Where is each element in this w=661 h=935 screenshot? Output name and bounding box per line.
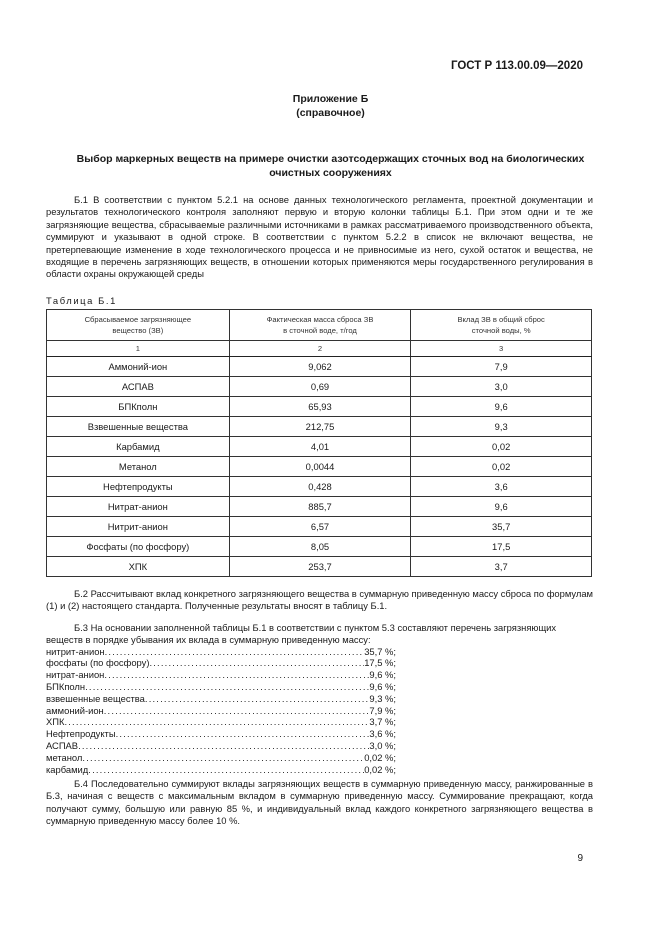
ranking-list: [46, 646, 593, 776]
substance-cell: Фосфаты (по фосфору): [47, 537, 230, 557]
substance-cell: АСПАВ: [47, 377, 230, 397]
substance-cell: Метанол: [47, 457, 230, 477]
list-item-value: 17,5 %;: [364, 657, 396, 669]
dot-leader: [82, 752, 364, 764]
list-item-name: фосфаты (по фосфору): [46, 657, 150, 669]
list-item-value: 9,3 %;: [369, 692, 396, 704]
paragraph-b3-line1: Б.3 На основании заполненной таблицы Б.1 в соответствии с пунктом 5.3 составляют перечень загрязняющих: [74, 622, 557, 633]
mass-cell: 4,01: [229, 437, 411, 457]
list-item: [46, 669, 396, 681]
list-item-value: 3,0 %;: [369, 739, 396, 751]
mass-cell: 6,57: [229, 517, 411, 537]
table-row: [47, 517, 592, 537]
ranking-section: [46, 622, 593, 775]
mass-cell: 0,69: [229, 377, 411, 397]
column-number: 1: [47, 341, 230, 357]
list-item-name: АСПАВ: [46, 739, 79, 751]
list-item-value: 9,6 %;: [369, 669, 396, 681]
dot-leader: [85, 681, 369, 693]
list-item: [46, 705, 396, 717]
column-number: 3: [411, 341, 592, 357]
table-row: [47, 457, 592, 477]
list-item-name: БПКполн: [46, 680, 86, 692]
dot-leader: [145, 693, 370, 705]
dot-leader: [105, 646, 365, 658]
paragraph-b3-line2: веществ в порядке убывания их вклада в суммарную приведенную массу:: [46, 633, 371, 645]
list-item: [46, 740, 396, 752]
list-item-name: нитрит-анион: [46, 645, 105, 657]
table-header-row: [47, 310, 592, 341]
mass-cell: 65,93: [229, 397, 411, 417]
section-title: Выбор маркерных веществ на примере очистки азотсодержащих сточных вод на биологических очистных сооружениях: [76, 153, 585, 179]
list-item-name: аммоний-ион: [46, 704, 104, 716]
share-cell: 7,9: [411, 357, 592, 377]
list-item-name: взвешенные вещества: [46, 692, 145, 704]
list-item-value: 0,02 %;: [364, 751, 396, 763]
table-row: [47, 497, 592, 517]
share-cell: 3,0: [411, 377, 592, 397]
list-item-value: 35,7 %;: [364, 645, 396, 657]
paragraph-b2: Б.2 Рассчитывают вклад конкретного загрязняющего вещества в суммарную приведенную массу сброса по формулам (1) и (2) настоящего стандарта. Полученные результаты вносят в таблицу Б.1.: [46, 588, 593, 612]
standard-code: ГОСТ Р 113.00.09—2020: [450, 60, 583, 72]
mass-cell: 253,7: [229, 557, 411, 577]
mass-cell: 212,75: [229, 417, 411, 437]
share-cell: 17,5: [411, 537, 592, 557]
share-cell: 0,02: [411, 457, 592, 477]
share-cell: 3,7: [411, 557, 592, 577]
list-item: [46, 646, 396, 658]
list-item-value: 3,7 %;: [369, 716, 396, 728]
substance-cell: Карбамид: [47, 437, 230, 457]
list-item-name: нитрат-анион: [46, 669, 105, 681]
table-header-cell: Вклад ЗВ в общий сброс сточной воды, %: [411, 310, 592, 341]
mass-cell: 8,05: [229, 537, 411, 557]
share-cell: 9,3: [411, 417, 592, 437]
mass-cell: 9,062: [229, 357, 411, 377]
list-item-name: ХПК: [46, 716, 65, 728]
list-item: [46, 764, 396, 776]
list-item-name: метанол: [46, 751, 83, 763]
list-item-value: 0,02 %;: [364, 763, 396, 775]
list-item: [46, 693, 396, 705]
dot-leader: [116, 728, 370, 740]
table-row: [47, 437, 592, 457]
substance-cell: Нитрат-анион: [47, 497, 230, 517]
substance-cell: Взвешенные вещества: [47, 417, 230, 437]
list-item-name: Нефтепродукты: [46, 728, 116, 740]
table-column-numbers: [47, 341, 592, 357]
table-row: [47, 417, 592, 437]
substance-cell: Нитрит-анион: [47, 517, 230, 537]
paragraph-b4: Б.4 Последовательно суммируют вклады загрязняющих веществ в суммарную приведенную массу, ранжированные в Б.3, начиная с веществ с максимальным вкладом в суммарную приведенную массу. Суммирование прекращают, когда получают сумму, большую или равную 85 %, и индивидуальный вклад каждого конкретного загрязняющего вещества в суммарную приведенную массу более 10 %.: [46, 778, 593, 827]
table-caption: Таблица Б.1: [46, 295, 117, 306]
mass-cell: 0,0044: [229, 457, 411, 477]
table-row: [47, 477, 592, 497]
dot-leader: [64, 716, 369, 728]
dot-leader: [88, 764, 364, 776]
dot-leader: [78, 740, 369, 752]
list-item-value: 3,6 %;: [369, 728, 396, 740]
column-number: 2: [229, 341, 411, 357]
data-table: [46, 309, 592, 577]
substance-cell: Аммоний-ион: [47, 357, 230, 377]
dot-leader: [104, 669, 369, 681]
table-row: [47, 357, 592, 377]
substance-cell: БПКполн: [47, 397, 230, 417]
share-cell: 0,02: [411, 437, 592, 457]
share-cell: 9,6: [411, 497, 592, 517]
list-item: [46, 681, 396, 693]
appendix-subtitle: (справочное): [296, 107, 365, 119]
page-number: 9: [577, 853, 583, 864]
list-item: [46, 728, 396, 740]
list-item: [46, 752, 396, 764]
dot-leader: [104, 705, 370, 717]
substance-cell: ХПК: [47, 557, 230, 577]
list-item: [46, 716, 396, 728]
list-item-value: 9,6 %;: [369, 680, 396, 692]
table-row: [47, 537, 592, 557]
list-item-name: карбамид: [46, 763, 89, 775]
dot-leader: [149, 657, 364, 669]
table-row: [47, 397, 592, 417]
table-header-cell: Фактическая масса сброса ЗВ в сточной воде, т/год: [229, 310, 411, 341]
paragraph-b1: Б.1 В соответствии с пунктом 5.2.1 на основе данных технологического регламента, проектной документации и результатов технологического контроля заполняют первую и вторую колонки таблицы Б.1. При этом одни и те же загрязняющие вещества, сбрасываемые различными источниками в рамках рассматриваемого производственного объекта, суммируют и указывают в одной строке. В соответствии с пунктом 5.2.2 в список не включают вещества, не претерпевающие изменение в ходе технологического процесса и не привносимые из него, сухой остаток и вещества, не входящие в перечень загрязняющих веществ, в отношении которых применяются меры государственного регулирования в области охраны окружающей среды: [46, 194, 593, 280]
appendix-title: Приложение Б: [292, 93, 369, 105]
substance-cell: Нефтепродукты: [47, 477, 230, 497]
share-cell: 9,6: [411, 397, 592, 417]
mass-cell: 885,7: [229, 497, 411, 517]
table-row: [47, 557, 592, 577]
list-item-value: 7,9 %;: [369, 704, 396, 716]
mass-cell: 0,428: [229, 477, 411, 497]
share-cell: 3,6: [411, 477, 592, 497]
table-header-cell: Сбрасываемое загрязняющее вещество (ЗВ): [47, 310, 230, 341]
share-cell: 35,7: [411, 517, 592, 537]
table-row: [47, 377, 592, 397]
list-item: [46, 657, 396, 669]
